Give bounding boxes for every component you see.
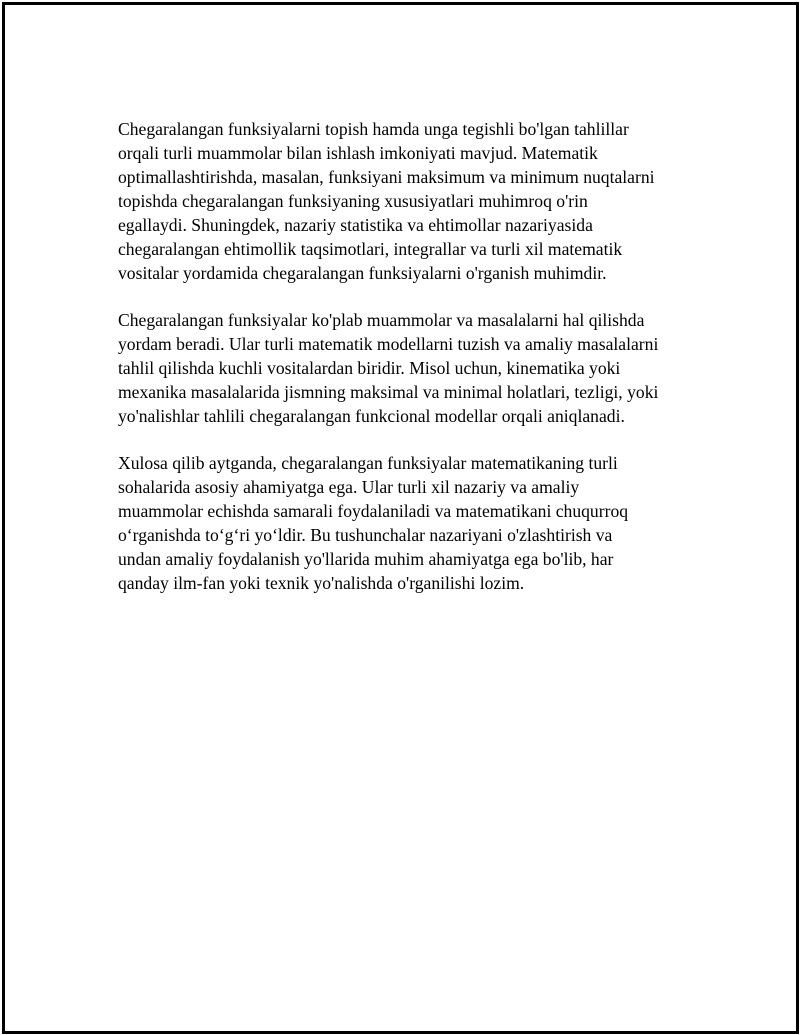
document-body xyxy=(118,117,696,618)
paragraph-2: Chegaralangan funksiyalar ko'plab muammolar va masalalarni hal qilishda yordam beradi. Ular turli matematik modellarni tuzish va amaliy masalalarni tahlil qilishda kuchli vositalardan biridir. Misol uchun, kinematika yoki mexanika masalalarida jismning maksimal va minimal holatlari, tezligi, yoki yo'nalishlar tahlili chegaralangan funkcional modellar orqali aniqlanadi. xyxy=(118,310,659,426)
paragraph-3: Xulosa qilib aytganda, chegaralangan funksiyalar matematikaning turli sohalarida asosiy ahamiyatga ega. Ular turli xil nazariy va amaliy muammolar echishda samarali foydalaniladi va matematikani chuqurroq o‘rganishda to‘g‘ri yo‘ldir. Bu tushunchalar nazariyani o'zlashtirish va undan amaliy foydalanish yo'llarida muhim ahamiyatga ega bo'lib, har qanday ilm-fan yoki texnik yo'nalishda o'rganilishi lozim. xyxy=(118,453,629,593)
paragraph-1: Chegaralangan funksiyalarni topish hamda unga tegishli bo'lgan tahlillar orqali turli muammolar bilan ishlash imkoniyati mavjud. Matematik optimallashtirishda, masalan, funksiyani maksimum va minimum nuqtalarni topishda chegaralangan funksiyaning xususiyatlari muhimroq o'rin egallaydi. Shuningdek, nazariy statistika va ehtimollar nazariyasida chegaralangan ehtimollik taqsimotlari, integrallar va turli xil matematik vositalar yordamida chegaralangan funksiyalarni o'rganish muhimdir. xyxy=(118,119,655,283)
